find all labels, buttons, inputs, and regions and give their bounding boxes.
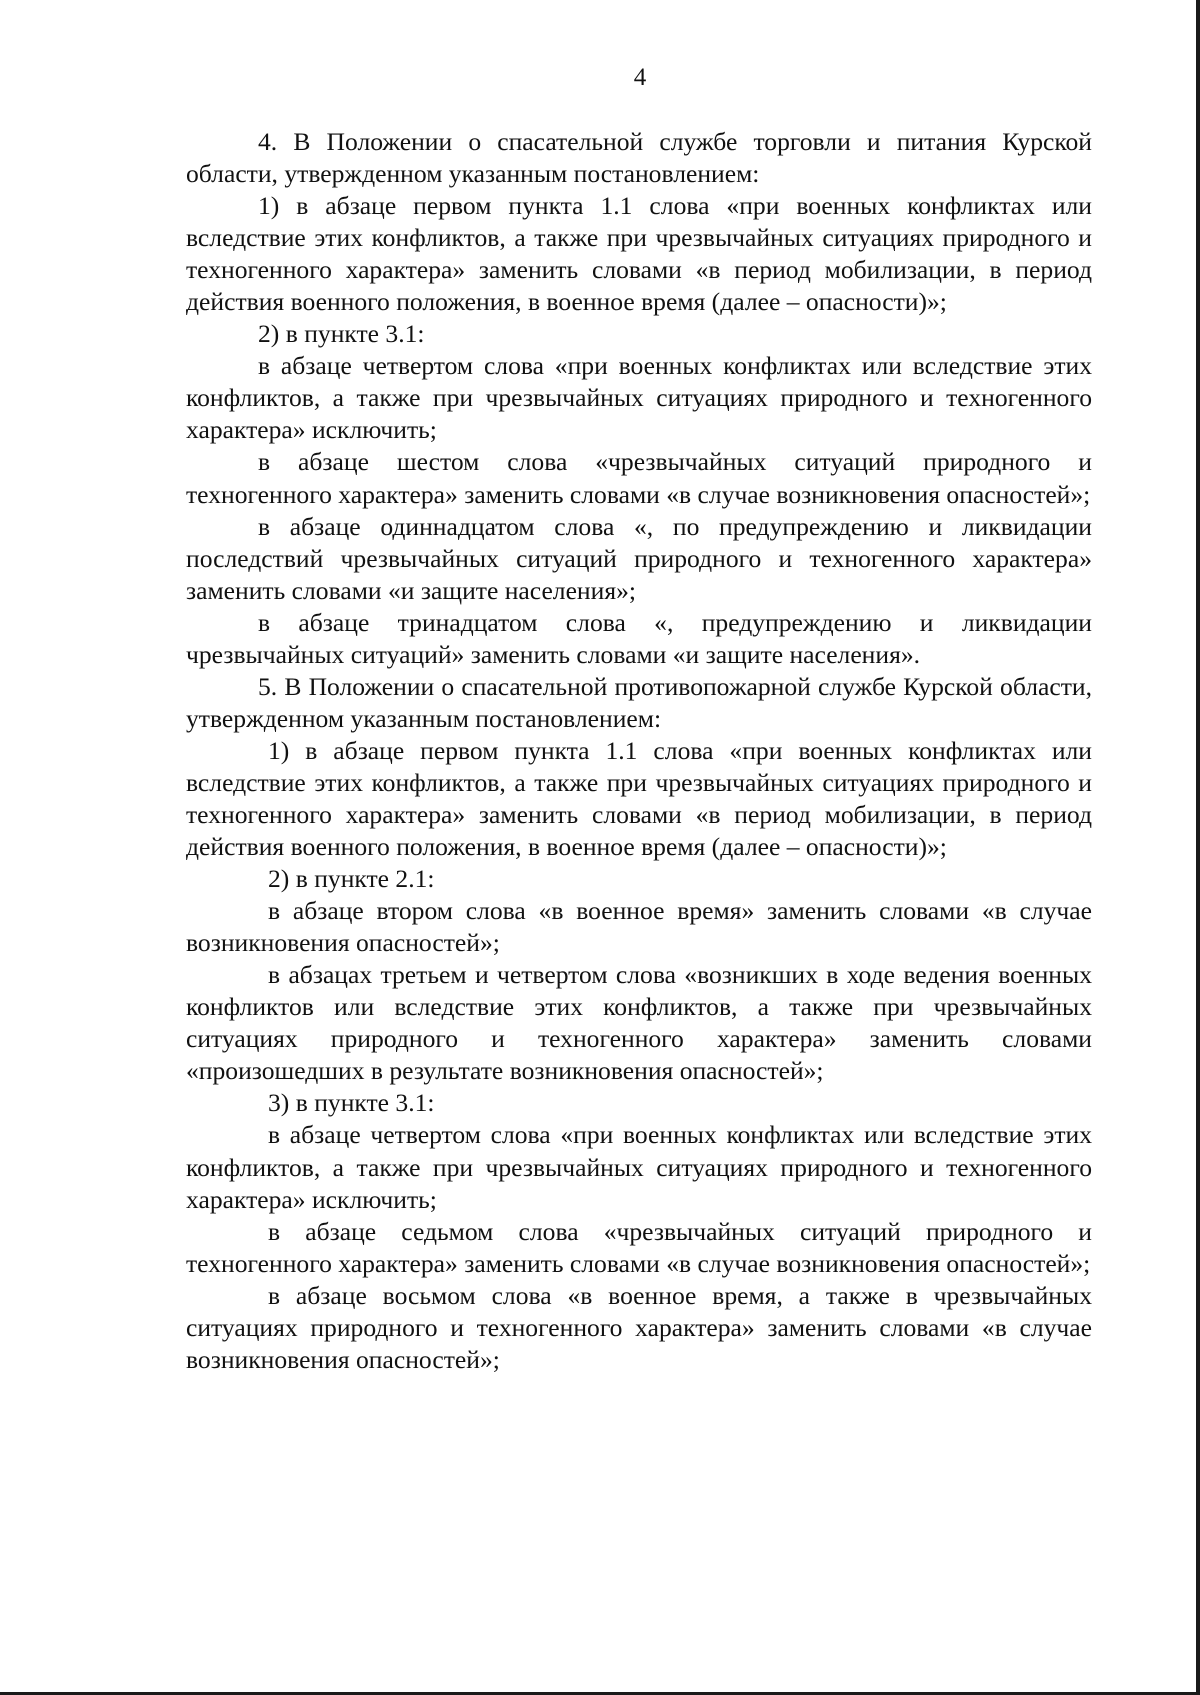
paragraph-5-2-b: в абзацах третьем и четвертом слова «возникших в ходе ведения военных конфликтов или вследствие этих конфликтов, а также при чрезвычайных ситуациях природного и техногенного характера» заменить словами «произошедших в результате возникновения опасностей»; xyxy=(186,960,1092,1086)
paragraph-4-2-a: в абзаце четвертом слова «при военных конфликтах или вследствие этих конфликтов, а также при чрезвычайных ситуациях природного и техногенного характера» исключить; xyxy=(186,351,1092,445)
paragraph-4-1: 1) в абзаце первом пункта 1.1 слова «при военных конфликтах или вследствие этих конфликтов, а также при чрезвычайных ситуациях природного и техногенного характера» заменить словами «в период мобилизации, в период действия военного положения, в военное время (далее – опасности)»; xyxy=(186,191,1092,317)
paragraph-4-2-c: в абзаце одиннадцатом слова «, по предупреждению и ликвидации последствий чрезвычайных ситуаций природного и техногенного характера» заменить словами «и защите населения»; xyxy=(186,511,1092,605)
paragraph-5-3-b: в абзаце седьмом слова «чрезвычайных ситуаций природного и техногенного характера» заменить словами «в случае возникновения опасностей»; xyxy=(186,1216,1092,1278)
paragraph-4-2: 2) в пункте 3.1: xyxy=(258,319,425,349)
paragraph-5: 5. В Положении о спасательной противопожарной службе Курской области, утвержденном указанным постановлением: xyxy=(186,671,1092,733)
document-body xyxy=(186,126,1092,1376)
paragraph-5-3-a: в абзаце четвертом слова «при военных конфликтах или вследствие этих конфликтов, а также при чрезвычайных ситуациях природного и техногенного характера» исключить; xyxy=(186,1120,1092,1214)
paragraph-4: 4. В Положении о спасательной службе торговли и питания Курской области, утвержденном указанным постановлением: xyxy=(186,127,1092,189)
paragraph-5-3-c: в абзаце восьмом слова «в военное время, а также в чрезвычайных ситуациях природного и техногенного характера» заменить словами «в случае возникновения опасностей»; xyxy=(186,1280,1092,1374)
paragraph-5-2: 2) в пункте 2.1: xyxy=(268,864,435,894)
paragraph-5-3: 3) в пункте 3.1: xyxy=(268,1088,435,1118)
paragraph-4-2-b: в абзаце шестом слова «чрезвычайных ситуаций природного и техногенного характера» заменить словами «в случае возникновения опасностей»; xyxy=(186,447,1092,509)
paragraph-5-2-a: в абзаце втором слова «в военное время» заменить словами «в случае возникновения опасностей»; xyxy=(186,896,1092,958)
scan-edge-right xyxy=(1196,0,1200,1695)
page-number: 4 xyxy=(633,64,647,91)
paragraph-5-1: 1) в абзаце первом пункта 1.1 слова «при военных конфликтах или вследствие этих конфликтов, а также при чрезвычайных ситуациях природного и техногенного характера» заменить словами «в период мобилизации, в период действия военного положения, в военное время (далее – опасности)»; xyxy=(186,735,1092,862)
paragraph-4-2-d: в абзаце тринадцатом слова «, предупреждению и ликвидации чрезвычайных ситуаций» заменить словами «и защите населения». xyxy=(186,607,1092,669)
